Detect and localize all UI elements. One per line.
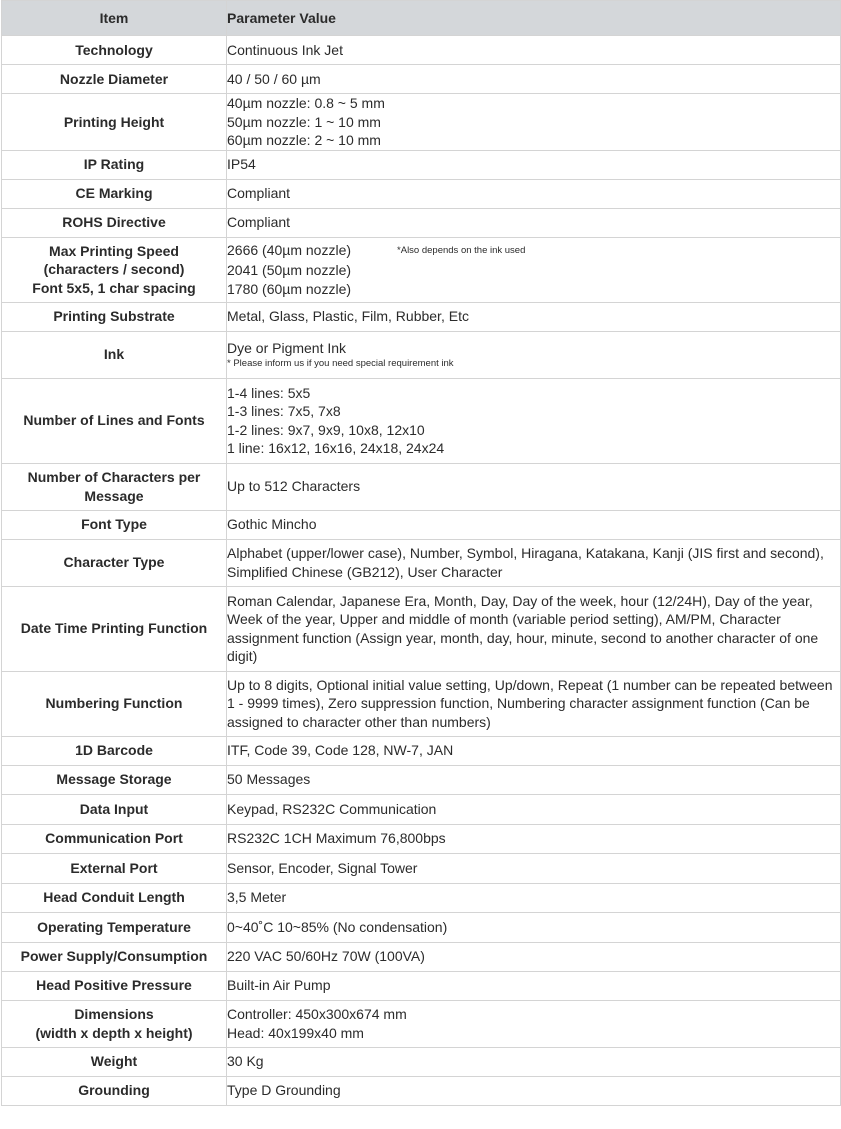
row-value: Alphabet (upper/lower case), Number, Symbol, Hiragana, Katakana, Kanji (JIS first and second), Simplified Chinese (GB212), User Character [227, 539, 841, 586]
row-value-text: Sensor, Encoder, Signal Tower [227, 859, 418, 876]
row-label-line: Max Printing Speed [49, 242, 179, 259]
row-value [227, 736, 841, 765]
table-row [2, 237, 841, 302]
row-label: Printing Height [2, 94, 227, 151]
table-row [2, 331, 841, 378]
row-value-text: Gothic Mincho [227, 516, 317, 533]
row-value-text: 3,5 Meter [227, 889, 287, 906]
row-label: IP Rating [2, 150, 227, 179]
row-value [227, 331, 841, 378]
row-label: Numbering Function [2, 671, 227, 736]
row-value [227, 179, 841, 208]
row-value-text: 1780 (60µm nozzle) [227, 280, 352, 297]
row-value-text: Metal, Glass, Plastic, Film, Rubber, Etc [227, 308, 469, 325]
table-row [2, 883, 841, 912]
row-value-text: Built-in Air Pump [227, 977, 331, 994]
table-row [2, 824, 841, 853]
table-row [2, 971, 841, 1000]
table-row [2, 65, 841, 94]
row-value [227, 1000, 841, 1047]
spec-table-body [2, 36, 841, 1106]
row-value-line [227, 94, 840, 113]
row-value-line [227, 829, 840, 848]
row-value [227, 36, 841, 65]
row-value-text: 50 Messages [227, 771, 311, 788]
row-value [227, 942, 841, 971]
row-value-line [227, 113, 840, 132]
row-value-line [227, 1024, 840, 1043]
row-label: Technology [2, 36, 227, 65]
table-row [2, 586, 841, 671]
table-row [2, 794, 841, 824]
row-label: Ink [2, 331, 227, 378]
row-label: External Port [2, 853, 227, 883]
row-label-line: (width x depth x height) [35, 1024, 193, 1041]
row-value-text: 1-4 lines: 5x5 [227, 384, 311, 401]
row-value-text: 40 / 50 / 60 µm [227, 70, 321, 87]
row-value [227, 794, 841, 824]
row-value [227, 971, 841, 1000]
header-parameter-value: Parameter Value [227, 1, 841, 36]
row-label: Message Storage [2, 765, 227, 794]
row-value-line [227, 213, 840, 232]
row-value-text: ITF, Code 39, Code 128, NW-7, JAN [227, 742, 454, 759]
row-value [227, 208, 841, 237]
row-label: Head Positive Pressure [2, 971, 227, 1000]
row-value-text: Head: 40x199x40 mm [227, 1024, 364, 1041]
row-label: CE Marking [2, 179, 227, 208]
row-label: ROHS Directive [2, 208, 227, 237]
row-value [227, 378, 841, 463]
table-row [2, 736, 841, 765]
row-value-line [227, 859, 840, 878]
row-value-line [227, 947, 840, 966]
row-label: Date Time Printing Function [2, 586, 227, 671]
row-value [227, 824, 841, 853]
row-value-text: Compliant [227, 185, 291, 202]
table-row [2, 912, 841, 942]
row-value-line [227, 770, 840, 789]
row-value-text: 30 Kg [227, 1053, 264, 1070]
row-value-line [227, 41, 840, 60]
row-label: Weight [2, 1047, 227, 1076]
row-label: Head Conduit Length [2, 883, 227, 912]
row-value-text: 2666 (40µm nozzle) [227, 242, 352, 259]
row-value: Up to 8 digits, Optional initial value setting, Up/down, Repeat (1 number can be repeated between 1 - 9999 times), Zero suppression function, Numbering character assignment function (Can be assigned to character other than numbers) [227, 671, 841, 736]
row-aside-note: *Also depends on the ink used [397, 245, 526, 257]
row-value-text: Up to 512 Characters [227, 478, 361, 495]
table-row [2, 150, 841, 179]
row-value-text: IP54 [227, 156, 256, 173]
row-label-line: (characters / second) [43, 261, 185, 278]
row-value [227, 883, 841, 912]
row-value-line [227, 280, 840, 299]
row-label: Character Type [2, 539, 227, 586]
row-value-line [227, 155, 840, 174]
row-value-text: RS232C 1CH Maximum 76,800bps [227, 830, 446, 847]
row-value-text: 1 line: 16x12, 16x16, 24x18, 24x24 [227, 440, 445, 457]
row-label: Nozzle Diameter [2, 65, 227, 94]
table-row [2, 302, 841, 331]
row-value-line [227, 339, 840, 358]
row-label: Font Type [2, 510, 227, 539]
table-row [2, 1047, 841, 1076]
table-row [2, 1076, 841, 1105]
row-value-text: 220 VAC 50/60Hz 70W (100VA) [227, 948, 425, 965]
table-row [2, 378, 841, 463]
row-value-line [227, 918, 840, 937]
row-value [227, 150, 841, 179]
row-label-line: Font 5x5, 1 char spacing [32, 280, 196, 297]
row-value-text: 50µm nozzle: 1 ~ 10 mm [227, 113, 381, 130]
row-value-text: 1-2 lines: 9x7, 9x9, 10x8, 12x10 [227, 421, 425, 438]
row-label: Data Input [2, 794, 227, 824]
row-value-line [227, 70, 840, 89]
table-row [2, 179, 841, 208]
row-value-line [227, 261, 840, 280]
row-value-text: Compliant [227, 214, 291, 231]
row-value [227, 853, 841, 883]
row-value [227, 302, 841, 331]
row-value-text: Type D Grounding [227, 1082, 341, 1099]
row-value-text: 2041 (50µm nozzle) [227, 261, 352, 278]
row-value-line [227, 307, 840, 326]
row-label: Grounding [2, 1076, 227, 1105]
row-value-text: Controller: 450x300x674 mm [227, 1006, 407, 1023]
row-value [227, 912, 841, 942]
spec-table [1, 0, 841, 1106]
row-value-text: Keypad, RS232C Communication [227, 800, 437, 817]
row-label: Operating Temperature [2, 912, 227, 942]
row-value-text: 40µm nozzle: 0.8 ~ 5 mm [227, 95, 385, 111]
table-row [2, 1000, 841, 1047]
row-value-text: 1-3 lines: 7x5, 7x8 [227, 403, 341, 420]
table-row [2, 671, 841, 736]
row-value [227, 94, 841, 151]
row-value-line [227, 800, 840, 819]
row-value [227, 765, 841, 794]
row-label [2, 237, 227, 302]
row-value-line [227, 976, 840, 995]
row-value-line [227, 402, 840, 421]
table-row [2, 765, 841, 794]
row-value [227, 1076, 841, 1105]
row-value-line [227, 1052, 840, 1071]
row-value [227, 65, 841, 94]
row-value [227, 237, 841, 302]
table-row [2, 853, 841, 883]
header-row [2, 1, 841, 36]
header-item: Item [2, 1, 227, 36]
row-value-line [227, 421, 840, 440]
row-value-line [227, 888, 840, 907]
row-value-line [227, 515, 840, 534]
row-label: Number of Characters per Message [2, 463, 227, 510]
row-value-text: 60µm nozzle: 2 ~ 10 mm [227, 132, 381, 149]
row-label: Number of Lines and Fonts [2, 378, 227, 463]
row-footnote: * Please inform us if you need special requirement ink [227, 358, 454, 370]
table-row [2, 463, 841, 510]
row-value-line [227, 184, 840, 203]
table-row [2, 539, 841, 586]
row-value-line [227, 131, 840, 150]
row-value-text: Continuous Ink Jet [227, 41, 343, 58]
table-row [2, 94, 841, 151]
row-value-line [227, 477, 840, 496]
row-value-line [227, 439, 840, 458]
row-label: Power Supply/Consumption [2, 942, 227, 971]
row-value-line [227, 384, 840, 403]
row-value [227, 1047, 841, 1076]
table-row [2, 208, 841, 237]
row-value [227, 510, 841, 539]
row-label-line: Dimensions [74, 1006, 154, 1023]
row-value: Roman Calendar, Japanese Era, Month, Day, Day of the week, hour (12/24H), Day of the year, Week of the year, Upper and middle of month (variable period setting), AM/PM, Character assignment function (Assign year, month, day, hour, minute, second to another character of one digit) [227, 586, 841, 671]
row-label: Printing Substrate [2, 302, 227, 331]
row-value-text: Dye or Pigment Ink [227, 340, 347, 357]
row-label [2, 1000, 227, 1047]
table-row [2, 36, 841, 65]
row-value-text: 0~40˚C 10~85% (No condensation) [227, 918, 448, 935]
row-label: Communication Port [2, 824, 227, 853]
table-row [2, 942, 841, 971]
row-value-line [227, 1005, 840, 1024]
row-value [227, 463, 841, 510]
row-label: 1D Barcode [2, 736, 227, 765]
row-value-line [227, 741, 840, 760]
table-row [2, 510, 841, 539]
row-value-line [227, 1081, 840, 1100]
row-value-line [227, 241, 840, 261]
